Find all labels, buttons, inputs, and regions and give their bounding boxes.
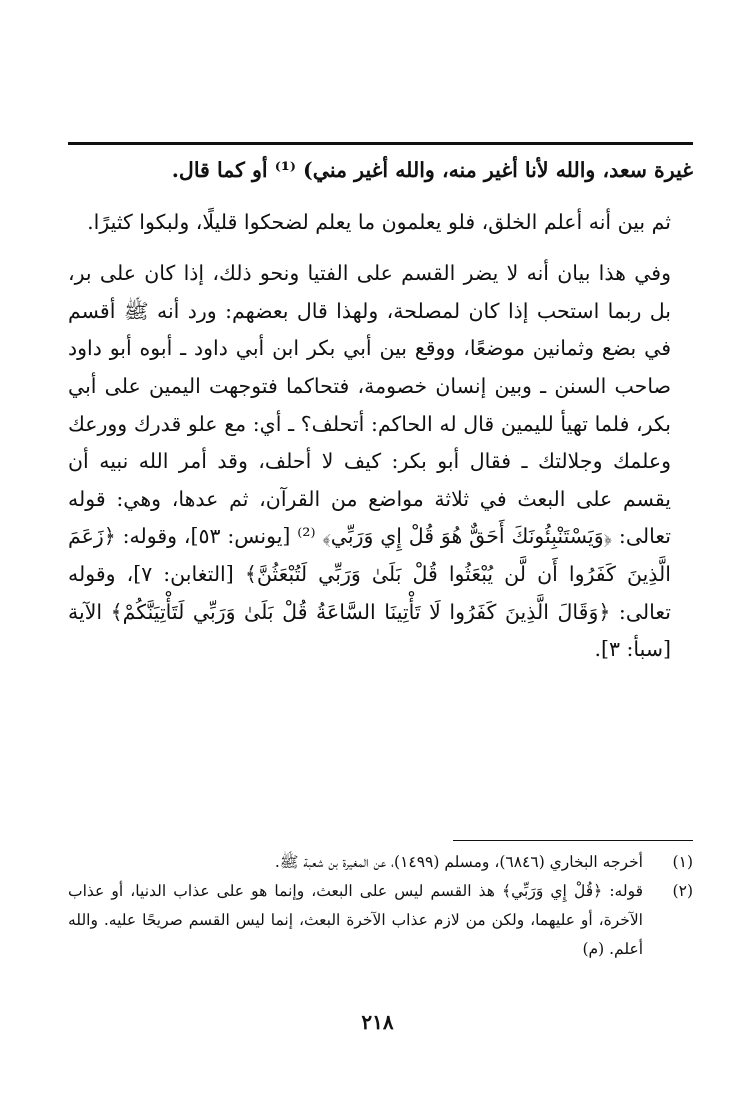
header-rule: [68, 142, 693, 145]
footnote-text: قوله: ﴿قُلْ إِي وَرَبِّي﴾ هذ القسم ليس على البعث، وإنما هو على عذاب الدنيا، أو عذاب الآخرة، أو عليهما، ولكن من لازم عذاب الآخرة البعث، إنما ليس القسم صريحًا عليه. والله أعلم. (م): [68, 882, 643, 958]
continuation-line: غيرة سعد، والله لأنا أغير منه، والله أغير مني) ⁽¹⁾ أو كما قال.: [171, 158, 693, 182]
paragraph-knowledge: ثم بين أنه أعلم الخلق، فلو يعلمون ما يعلم لضحكوا قليلًا، ولبكوا كثيرًا.: [87, 209, 671, 234]
footnote-1: [68, 848, 693, 877]
footnotes: [68, 848, 693, 964]
page-number: ٢١٨: [361, 1010, 394, 1034]
footnote-2: [68, 877, 693, 964]
footnote-number: (٢): [672, 882, 693, 900]
paragraph-oath: وفي هذا بيان أنه لا يضر القسم على الفتيا ونحو ذلك، إذا كان على بر، بل ربما استحب إذا كان لمصلحة، ولهذا قال بعضهم: ورد أنه ﷺ أقسم في بضع وثمانين موضعًا، ووقع بين أبي بكر ابن أبي داود ـ أبوه أبو داود صاحب السنن ـ وبين إنسان خصومة، فتحاكما فتوجهت اليمين على أبي بكر، فلما تهيأ لليمين قال له الحاكم: أتحلف؟ ـ أي: مع علو قدرك وورعك وعلمك وجلالتك ـ فقال أبو بكر: كيف لا أحلف، وقد أمر الله نبيه أن يقسم على البعث في ثلاثة مواضع من القرآن، ثم عدها، وهي: قوله تعالى: ﴿وَيَسْتَنْبِئُونَكَ أَحَقٌّ هُوَ قُلْ إِي وَرَبِّي﴾ ⁽²⁾ [يونس: ٥٣]، وقوله: ﴿زَعَمَ الَّذِينَ كَفَرُوا أَن لَّن يُبْعَثُوا قُلْ بَلَىٰ وَرَبِّي لَتُبْعَثُنَّ﴾ [التغابن: ٧]، وقوله تعالى: ﴿وَقَالَ الَّذِينَ كَفَرُوا لَا تَأْتِينَا السَّاعَةُ قُلْ بَلَىٰ وَرَبِّي لَتَأْتِيَنَّكُمْ﴾ الآية [سبأ: ٣].: [68, 261, 671, 662]
main-text: [68, 152, 693, 669]
footnote-number: (١): [672, 853, 693, 871]
footnote-text: أخرجه البخاري (٦٨٤٦)، ومسلم (١٤٩٩)، عن المغيرة بن شعبة ﷺ.: [274, 853, 643, 871]
footnote-separator: [453, 840, 693, 841]
